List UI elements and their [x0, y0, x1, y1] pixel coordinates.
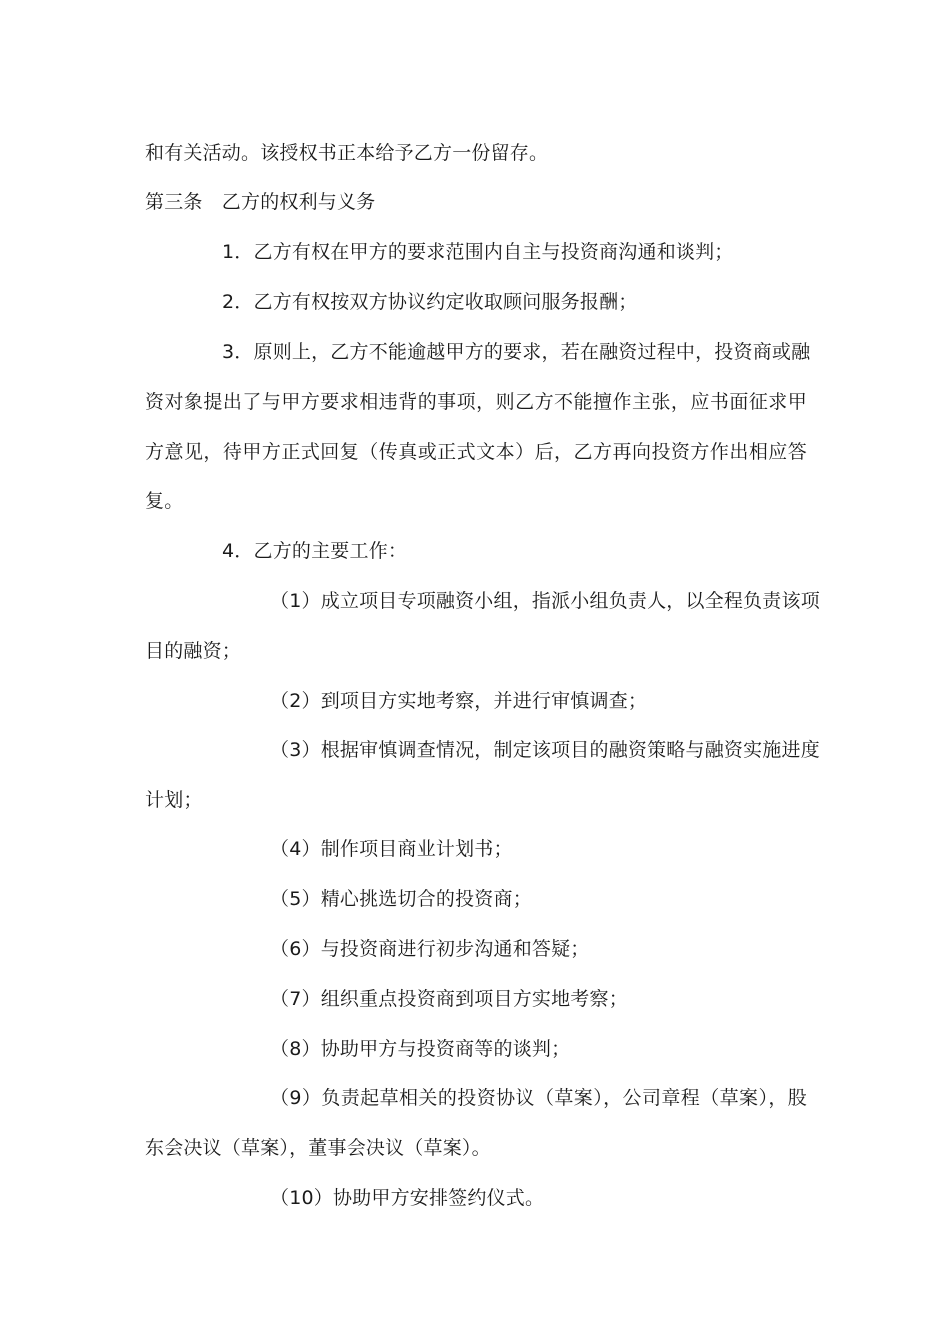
work-item-8: （8）协助甲方与投资商等的谈判； — [270, 1038, 571, 1060]
clause-3-line-1: 3．原则上，乙方不能逾越甲方的要求，若在融资过程中，投资商或融 — [222, 341, 811, 363]
work-item-6: （6）与投资商进行初步沟通和答疑； — [270, 938, 590, 960]
work-item-3-line-1: （3）根据审慎调查情况，制定该项目的融资策略与融资实施进度 — [270, 739, 820, 761]
clause-2: 2．乙方有权按双方协议约定收取顾问服务报酬； — [222, 291, 638, 313]
work-item-7: （7）组织重点投资商到项目方实地考察； — [270, 988, 628, 1010]
work-item-4: （4）制作项目商业计划书； — [270, 838, 513, 860]
clause-4: 4．乙方的主要工作： — [222, 540, 408, 562]
work-item-5: （5）精心挑选切合的投资商； — [270, 888, 532, 910]
work-item-3-line-2: 计划； — [145, 789, 203, 811]
work-item-9-line-1: （9）负责起草相关的投资协议（草案），公司章程（草案），股 — [270, 1087, 807, 1109]
clause-3-line-4: 复。 — [145, 490, 184, 512]
clause-1: 1．乙方有权在甲方的要求范围内自主与投资商沟通和谈判； — [222, 241, 734, 263]
work-item-10: （10）协助甲方安排签约仪式。 — [270, 1187, 545, 1209]
work-item-2: （2）到项目方实地考察，并进行审慎调查； — [270, 690, 648, 712]
clause-3-line-2: 资对象提出了与甲方要求相违背的事项，则乙方不能擅作主张，应书面征求甲 — [145, 391, 807, 413]
work-item-9-line-2: 东会决议（草案），董事会决议（草案）。 — [145, 1137, 491, 1159]
text-line-authorization-end: 和有关活动。该授权书正本给予乙方一份留存。 — [145, 142, 549, 164]
clause-3-line-3: 方意见，待甲方正式回复（传真或正式文本）后，乙方再向投资方作出相应答 — [145, 441, 807, 463]
article-heading: 第三条 乙方的权利与义务 — [145, 191, 376, 213]
work-item-1-line-1: （1）成立项目专项融资小组，指派小组负责人，以全程负责该项 — [270, 590, 820, 612]
work-item-1-line-2: 目的融资； — [145, 640, 242, 662]
